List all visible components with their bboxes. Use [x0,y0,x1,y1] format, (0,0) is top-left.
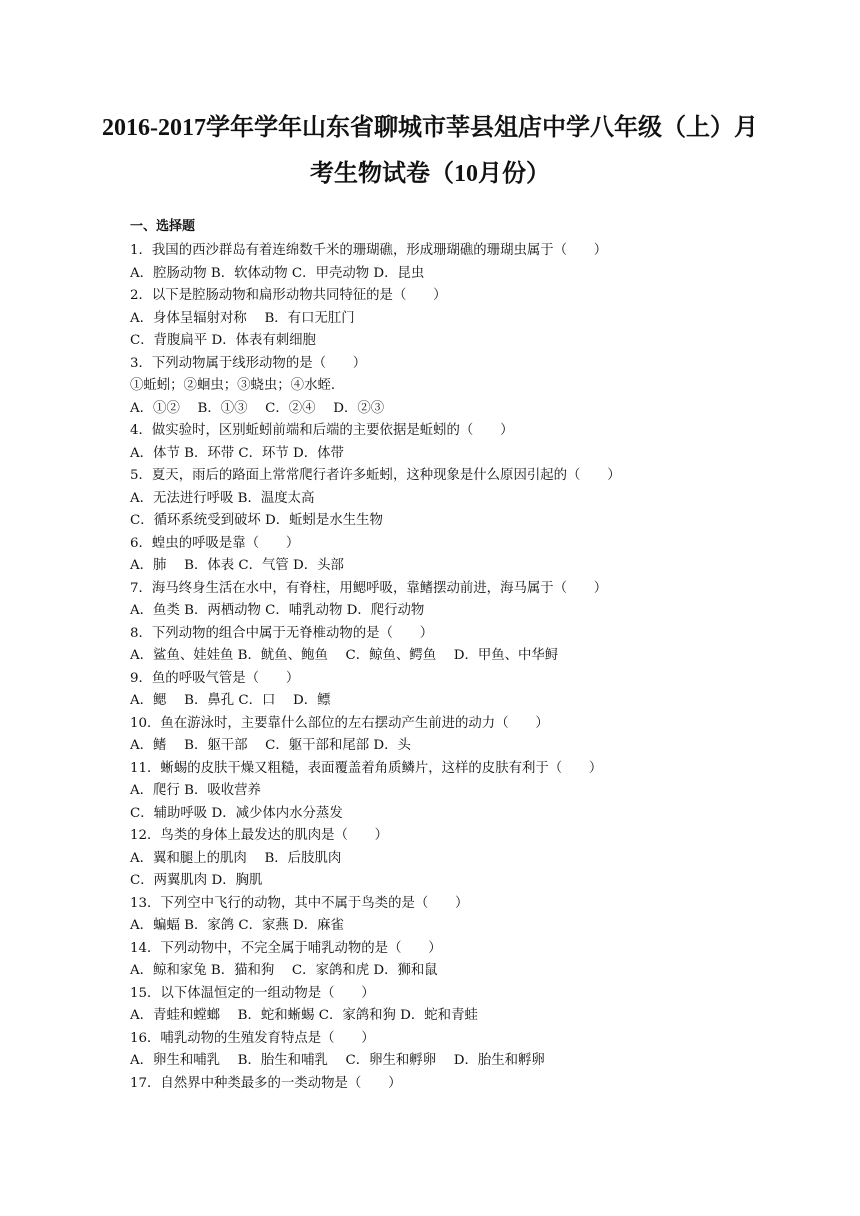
question-line: A．卵生和哺乳 B．胎生和哺乳 C．卵生和孵卵 D．胎生和孵卵 [130,1053,545,1068]
question-line: A．鲨鱼、娃娃鱼 B．鱿鱼、鲍鱼 C．鲸鱼、鳄鱼 D．甲鱼、中华鲟 [130,648,559,663]
question-line: A．蝙蝠 B．家鸽 C．家燕 D．麻雀 [130,918,344,933]
question-line: 3．下列动物属于线形动物的是（ ） [130,355,367,371]
question-line: A．青蛙和螳螂 B．蛇和蜥蜴 C．家鸽和狗 D．蛇和青蛙 [130,1008,478,1023]
question-line: A．爬行 B．吸收营养 [130,783,261,798]
question-line: A．鱼类 B．两栖动物 C．哺乳动物 D．爬行动物 [130,603,425,618]
question-line: C．两翼肌肉 D．胸肌 [130,873,263,888]
question-line: A．鳍 B．躯干部 C．躯干部和尾部 D．头 [130,738,411,753]
question-line: A．无法进行呼吸 B．温度太高 [130,490,315,506]
question-line: 7．海马终身生活在水中，有脊柱，用鳃呼吸，靠鳍摆动前进，海马属于（ ） [130,580,608,596]
question-line: 8．下列动物的组合中属于无脊椎动物的是（ ） [130,625,434,641]
question-line: 2．以下是腔肠动物和扁形动物共同特征的是（ ） [130,288,447,303]
document-title-line-1: 2016-2017学年学年山东省聊城市莘县俎店中学八年级（上）月 [102,115,758,141]
question-line: 10．鱼在游泳时，主要靠什么部位的左右摆动产生前进的动力（ ） [130,715,549,731]
question-line: C．背腹扁平 D．体表有刺细胞 [130,333,316,348]
question-line: A．鲸和家兔 B．猫和狗 C．家鸽和虎 D．狮和鼠 [130,963,438,978]
question-line: A．鳃 B．鼻孔 C．口 D．鳔 [130,693,331,708]
section-title: 一、选择题 [130,219,196,234]
question-line: C．辅助呼吸 D．减少体内水分蒸发 [130,805,343,821]
question-line: 6．蝗虫的呼吸是靠（ ） [130,535,300,551]
question-line: A．①② B．①③ C．②④ D．②③ [130,400,385,416]
document-title-line-2: 考生物试卷（10月份） [310,161,550,187]
question-line: 16．哺乳动物的生殖发育特点是（ ） [130,1030,375,1046]
question-line: A．翼和腿上的肌肉 B．后肢肌肉 [130,850,342,866]
question-list [130,240,750,1095]
question-line: A．腔肠动物 B．软体动物 C．甲壳动物 D．昆虫 [130,265,425,281]
question-line: 15．以下体温恒定的一组动物是（ ） [130,985,375,1001]
question-line: 12．鸟类的身体上最发达的肌肉是（ ） [130,828,389,843]
question-line: 4．做实验时，区别蚯蚓前端和后端的主要依据是蚯蚓的（ ） [130,423,514,438]
question-line: A．身体呈辐射对称 B．有口无肛门 [130,310,355,326]
question-line: 11．蜥蜴的皮肤干燥又粗糙，表面覆盖着角质鳞片，这样的皮肤有利于（ ） [130,760,603,776]
question-line: 14．下列动物中，不完全属于哺乳动物的是（ ） [130,940,442,956]
question-line: 13．下列空中飞行的动物，其中不属于鸟类的是（ ） [130,895,469,911]
question-line: 17．自然界中种类最多的一类动物是（ ） [130,1075,402,1091]
question-line: ①蚯蚓；②蛔虫；③蛲虫；④水蛭． [130,378,345,393]
question-line: C．循环系统受到破坏 D．蚯蚓是水生生物 [130,513,383,528]
question-line: 1．我国的西沙群岛有着连绵数千米的珊瑚礁，形成珊瑚礁的珊瑚虫属于（ ） [130,243,608,258]
question-line: A．体节 B．环带 C．环节 D．体带 [130,445,344,461]
question-line: 9．鱼的呼吸气管是（ ） [130,670,300,686]
question-line: A．肺 B．体表 C．气管 D．头部 [130,558,344,573]
question-line: 5．夏天，雨后的路面上常常爬行者许多蚯蚓，这种现象是什么原因引起的（ ） [130,468,621,483]
